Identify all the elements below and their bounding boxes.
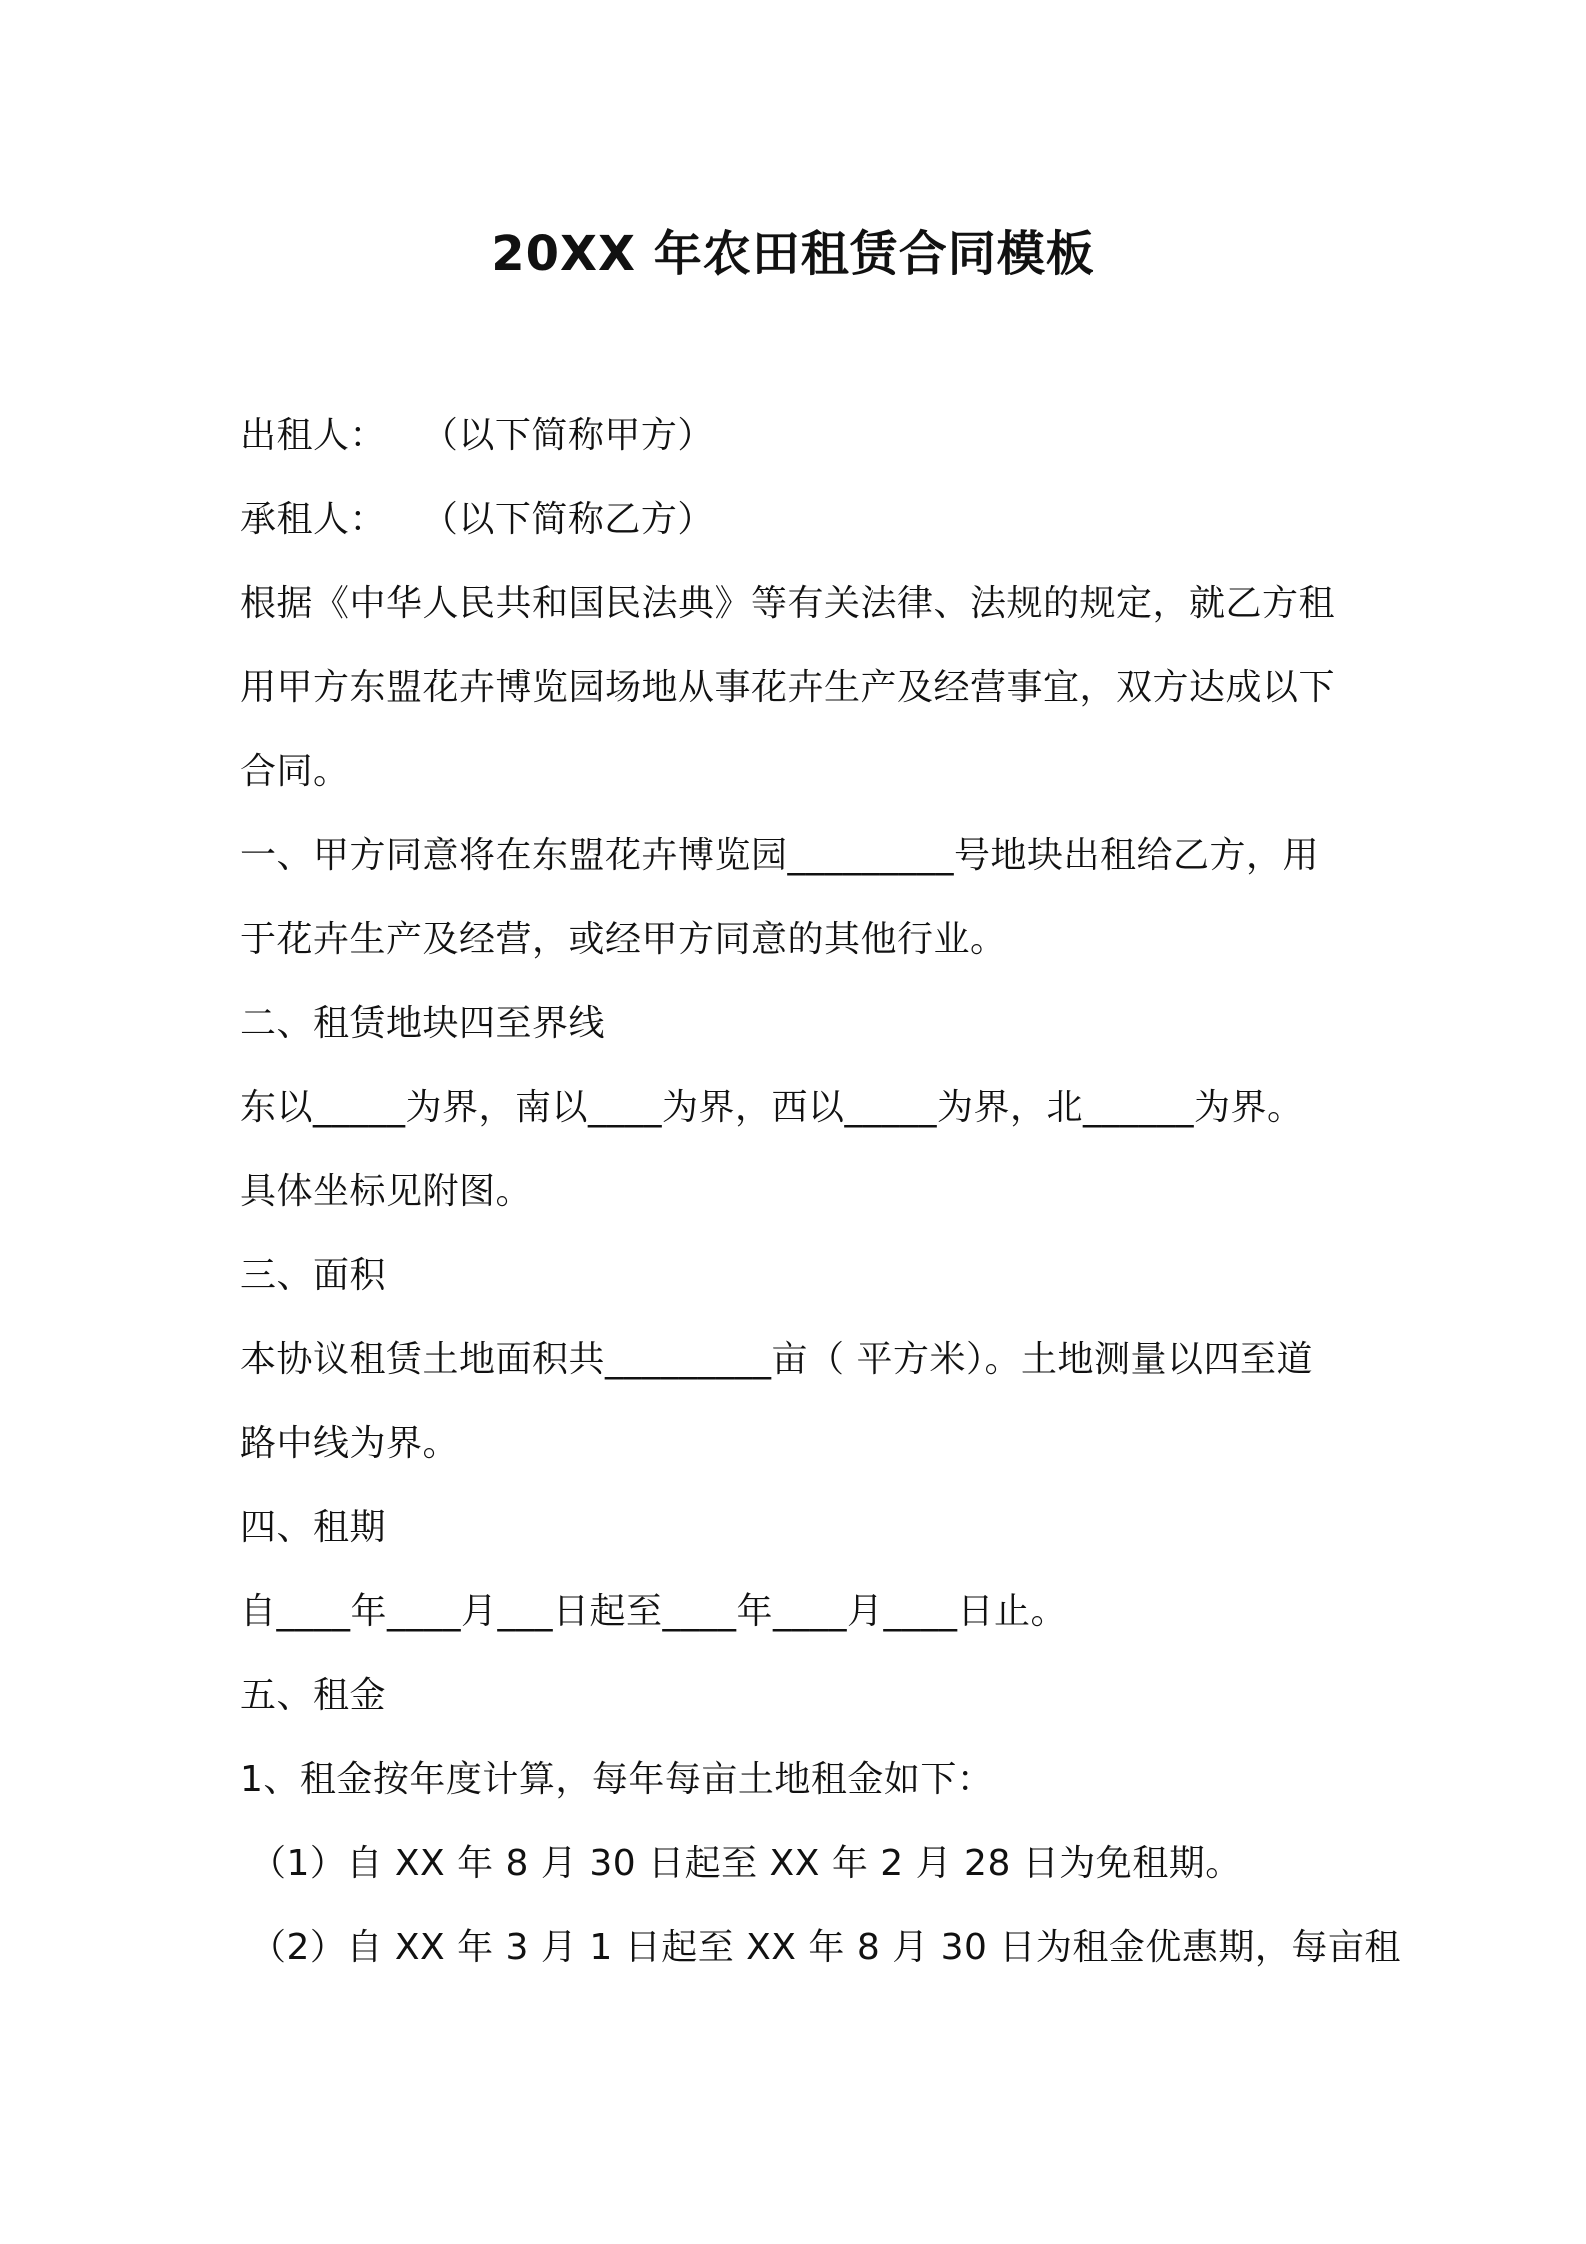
clause-3-line-2: 路中线为界。 xyxy=(240,1423,460,1464)
preamble-line-2: 用甲方东盟花卉博览园场地从事花卉生产及经营事宜，双方达成以下 xyxy=(240,667,1336,708)
clause-5-subitem-1: （1）自 XX 年 8 月 30 日起至 XX 年 2 月 28 日为免租期。 xyxy=(250,1843,1242,1884)
document-title: 20XX 年农田租赁合同模板 xyxy=(491,226,1095,282)
clause-3-heading: 三、面积 xyxy=(240,1255,387,1296)
clause-4-line-1: 自____年____月___日起至____年____月____日止。 xyxy=(240,1591,1068,1632)
clause-1-line-1: 一、甲方同意将在东盟花卉博览园_________号地块出租给乙方，用 xyxy=(240,835,1320,876)
clause-5-heading: 五、租金 xyxy=(240,1675,387,1716)
clause-4-heading: 四、租期 xyxy=(240,1507,387,1548)
clause-5-subitem-2: （2）自 XX 年 3 月 1 日起至 XX 年 8 月 30 日为租金优惠期，每亩租 xyxy=(250,1927,1401,1968)
clause-1-line-2: 于花卉生产及经营，或经甲方同意的其他行业。 xyxy=(240,919,1007,960)
clause-2-heading: 二、租赁地块四至界线 xyxy=(240,1003,606,1044)
lessor-line: 出租人： （以下简称甲方） xyxy=(240,415,714,456)
clause-2-line-1: 东以_____为界，南以____为界，西以_____为界，北______为界。 xyxy=(240,1087,1304,1128)
preamble-line-3: 合同。 xyxy=(240,751,350,792)
lessee-line: 承租人： （以下简称乙方） xyxy=(240,499,714,540)
clause-5-item-1: 1、租金按年度计算，每年每亩土地租金如下： xyxy=(240,1759,994,1800)
preamble-line-1: 根据《中华人民共和国民法典》等有关法律、法规的规定，就乙方租 xyxy=(240,583,1336,624)
clause-2-line-2: 具体坐标见附图。 xyxy=(240,1171,533,1212)
clause-3-line-1: 本协议租赁土地面积共_________亩（ 平方米）。土地测量以四至道 xyxy=(240,1339,1313,1380)
